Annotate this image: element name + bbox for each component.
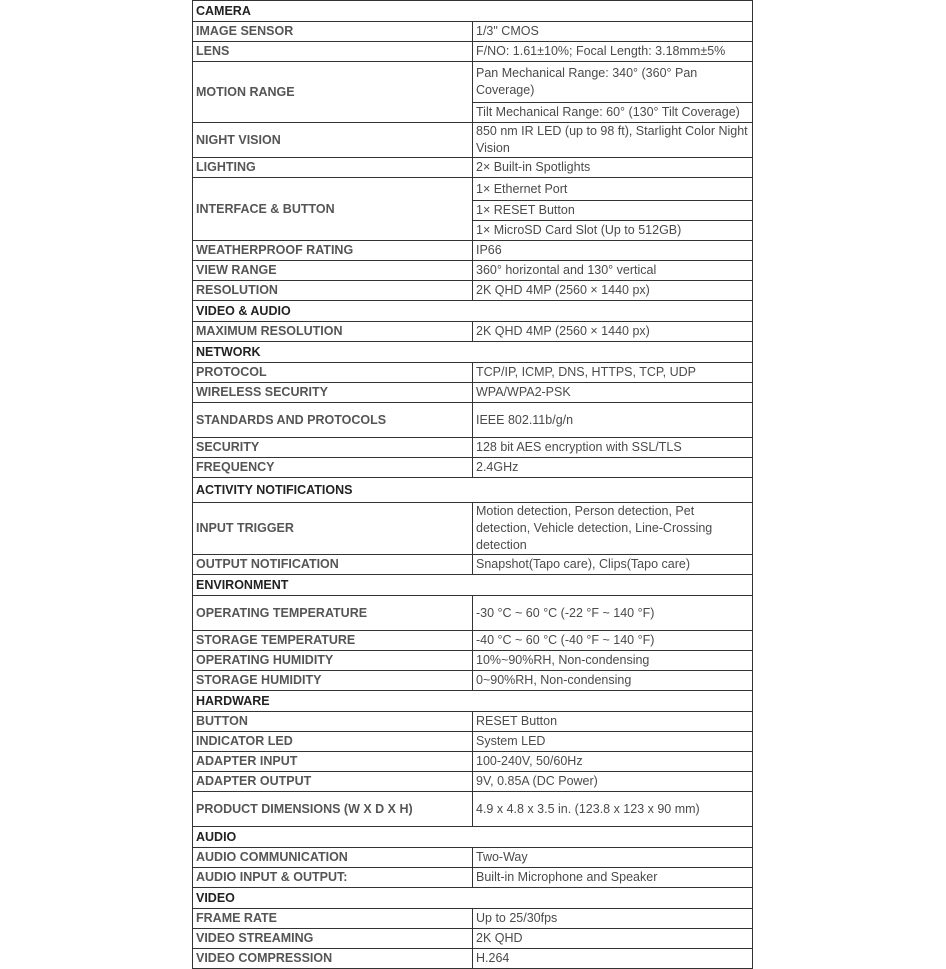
- spec-value: 2K QHD 4MP (2560 × 1440 px): [473, 281, 753, 301]
- spec-key: STORAGE TEMPERATURE: [193, 631, 473, 651]
- spec-table-body: [193, 1, 753, 969]
- spec-value: 2.4GHz: [473, 458, 753, 478]
- spec-row: [193, 848, 753, 868]
- spec-value: Two-Way: [473, 848, 753, 868]
- spec-key: LIGHTING: [193, 158, 473, 178]
- spec-value: 360° horizontal and 130° vertical: [473, 261, 753, 281]
- spec-key: ADAPTER INPUT: [193, 752, 473, 772]
- spec-row: [193, 651, 753, 671]
- spec-row: [193, 909, 753, 929]
- spec-key: SECURITY: [193, 438, 473, 458]
- spec-key: VIDEO STREAMING: [193, 929, 473, 949]
- spec-row: [193, 281, 753, 301]
- spec-value: -40 °C ~ 60 °C (-40 °F ~ 140 °F): [473, 631, 753, 651]
- section-title: AUDIO: [193, 827, 753, 848]
- spec-key: OPERATING HUMIDITY: [193, 651, 473, 671]
- spec-row: [193, 383, 753, 403]
- spec-key: NIGHT VISION: [193, 123, 473, 158]
- spec-row: [193, 949, 753, 969]
- spec-value: 1× RESET Button: [473, 201, 753, 221]
- spec-row: [193, 458, 753, 478]
- spec-value: 1× Ethernet Port: [473, 178, 753, 201]
- spec-key: VIEW RANGE: [193, 261, 473, 281]
- spec-row: [193, 503, 753, 555]
- spec-value: 100-240V, 50/60Hz: [473, 752, 753, 772]
- spec-value: 1× MicroSD Card Slot (Up to 512GB): [473, 221, 753, 241]
- spec-value: 2K QHD: [473, 929, 753, 949]
- section-header-row: [193, 827, 753, 848]
- spec-key: VIDEO COMPRESSION: [193, 949, 473, 969]
- spec-row: [193, 322, 753, 342]
- spec-value: 9V, 0.85A (DC Power): [473, 772, 753, 792]
- spec-value: 4.9 x 4.8 x 3.5 in. (123.8 x 123 x 90 mm): [473, 792, 753, 827]
- spec-value: RESET Button: [473, 712, 753, 732]
- spec-value: -30 °C ~ 60 °C (-22 °F ~ 140 °F): [473, 596, 753, 631]
- spec-value: Snapshot(Tapo care), Clips(Tapo care): [473, 555, 753, 575]
- spec-key: AUDIO COMMUNICATION: [193, 848, 473, 868]
- spec-row: [193, 596, 753, 631]
- spec-row: [193, 438, 753, 458]
- section-title: ACTIVITY NOTIFICATIONS: [193, 478, 753, 503]
- spec-key: OUTPUT NOTIFICATION: [193, 555, 473, 575]
- spec-row: [193, 123, 753, 158]
- spec-key: FRAME RATE: [193, 909, 473, 929]
- spec-row: [193, 403, 753, 438]
- spec-key: STANDARDS AND PROTOCOLS: [193, 403, 473, 438]
- spec-row: [193, 868, 753, 888]
- section-header-row: [193, 575, 753, 596]
- spec-row: [193, 671, 753, 691]
- spec-key: MAXIMUM RESOLUTION: [193, 322, 473, 342]
- spec-row: [193, 752, 753, 772]
- spec-row: [193, 261, 753, 281]
- spec-row: [193, 712, 753, 732]
- section-header-row: [193, 1, 753, 22]
- spec-key: INTERFACE & BUTTON: [193, 178, 473, 241]
- spec-key: WIRELESS SECURITY: [193, 383, 473, 403]
- spec-value: 10%~90%RH, Non-condensing: [473, 651, 753, 671]
- spec-value: IEEE 802.11b/g/n: [473, 403, 753, 438]
- spec-key: OPERATING TEMPERATURE: [193, 596, 473, 631]
- section-title: NETWORK: [193, 342, 753, 363]
- spec-row: [193, 631, 753, 651]
- spec-row: [193, 62, 753, 103]
- spec-value: Tilt Mechanical Range: 60° (130° Tilt Coverage): [473, 103, 753, 123]
- spec-key: MOTION RANGE: [193, 62, 473, 123]
- spec-value: 0~90%RH, Non-condensing: [473, 671, 753, 691]
- spec-key: WEATHERPROOF RATING: [193, 241, 473, 261]
- spec-value: H.264: [473, 949, 753, 969]
- section-header-row: [193, 691, 753, 712]
- spec-key: ADAPTER OUTPUT: [193, 772, 473, 792]
- spec-value: TCP/IP, ICMP, DNS, HTTPS, TCP, UDP: [473, 363, 753, 383]
- spec-value: F/NO: 1.61±10%; Focal Length: 3.18mm±5%: [473, 42, 753, 62]
- section-header-row: [193, 301, 753, 322]
- spec-row: [193, 555, 753, 575]
- section-header-row: [193, 888, 753, 909]
- spec-value: 1/3" CMOS: [473, 22, 753, 42]
- spec-key: AUDIO INPUT & OUTPUT:: [193, 868, 473, 888]
- spec-value: System LED: [473, 732, 753, 752]
- spec-key: BUTTON: [193, 712, 473, 732]
- spec-value: 850 nm IR LED (up to 98 ft), Starlight Color Night Vision: [473, 123, 753, 158]
- spec-key: INDICATOR LED: [193, 732, 473, 752]
- spec-value: Up to 25/30fps: [473, 909, 753, 929]
- section-title: ENVIRONMENT: [193, 575, 753, 596]
- spec-value: WPA/WPA2-PSK: [473, 383, 753, 403]
- spec-value: Built-in Microphone and Speaker: [473, 868, 753, 888]
- section-title: VIDEO & AUDIO: [193, 301, 753, 322]
- spec-key: FREQUENCY: [193, 458, 473, 478]
- spec-row: [193, 363, 753, 383]
- section-title: HARDWARE: [193, 691, 753, 712]
- spec-value: Pan Mechanical Range: 340° (360° Pan Coverage): [473, 62, 753, 103]
- section-header-row: [193, 342, 753, 363]
- spec-row: [193, 241, 753, 261]
- spec-key: STORAGE HUMIDITY: [193, 671, 473, 691]
- spec-value: Motion detection, Person detection, Pet detection, Vehicle detection, Line-Crossing detection: [473, 503, 753, 555]
- spec-key: RESOLUTION: [193, 281, 473, 301]
- spec-row: [193, 772, 753, 792]
- section-title: VIDEO: [193, 888, 753, 909]
- spec-value: 2× Built-in Spotlights: [473, 158, 753, 178]
- spec-row: [193, 178, 753, 201]
- spec-key: PROTOCOL: [193, 363, 473, 383]
- spec-row: [193, 732, 753, 752]
- spec-key: IMAGE SENSOR: [193, 22, 473, 42]
- spec-row: [193, 22, 753, 42]
- section-title: CAMERA: [193, 1, 753, 22]
- spec-key: INPUT TRIGGER: [193, 503, 473, 555]
- spec-row: [193, 792, 753, 827]
- spec-value: 128 bit AES encryption with SSL/TLS: [473, 438, 753, 458]
- spec-key: PRODUCT DIMENSIONS (W X D X H): [193, 792, 473, 827]
- spec-row: [193, 42, 753, 62]
- spec-key: LENS: [193, 42, 473, 62]
- spec-value: 2K QHD 4MP (2560 × 1440 px): [473, 322, 753, 342]
- spec-row: [193, 158, 753, 178]
- section-header-row: [193, 478, 753, 503]
- spec-table: [192, 0, 753, 969]
- spec-value: IP66: [473, 241, 753, 261]
